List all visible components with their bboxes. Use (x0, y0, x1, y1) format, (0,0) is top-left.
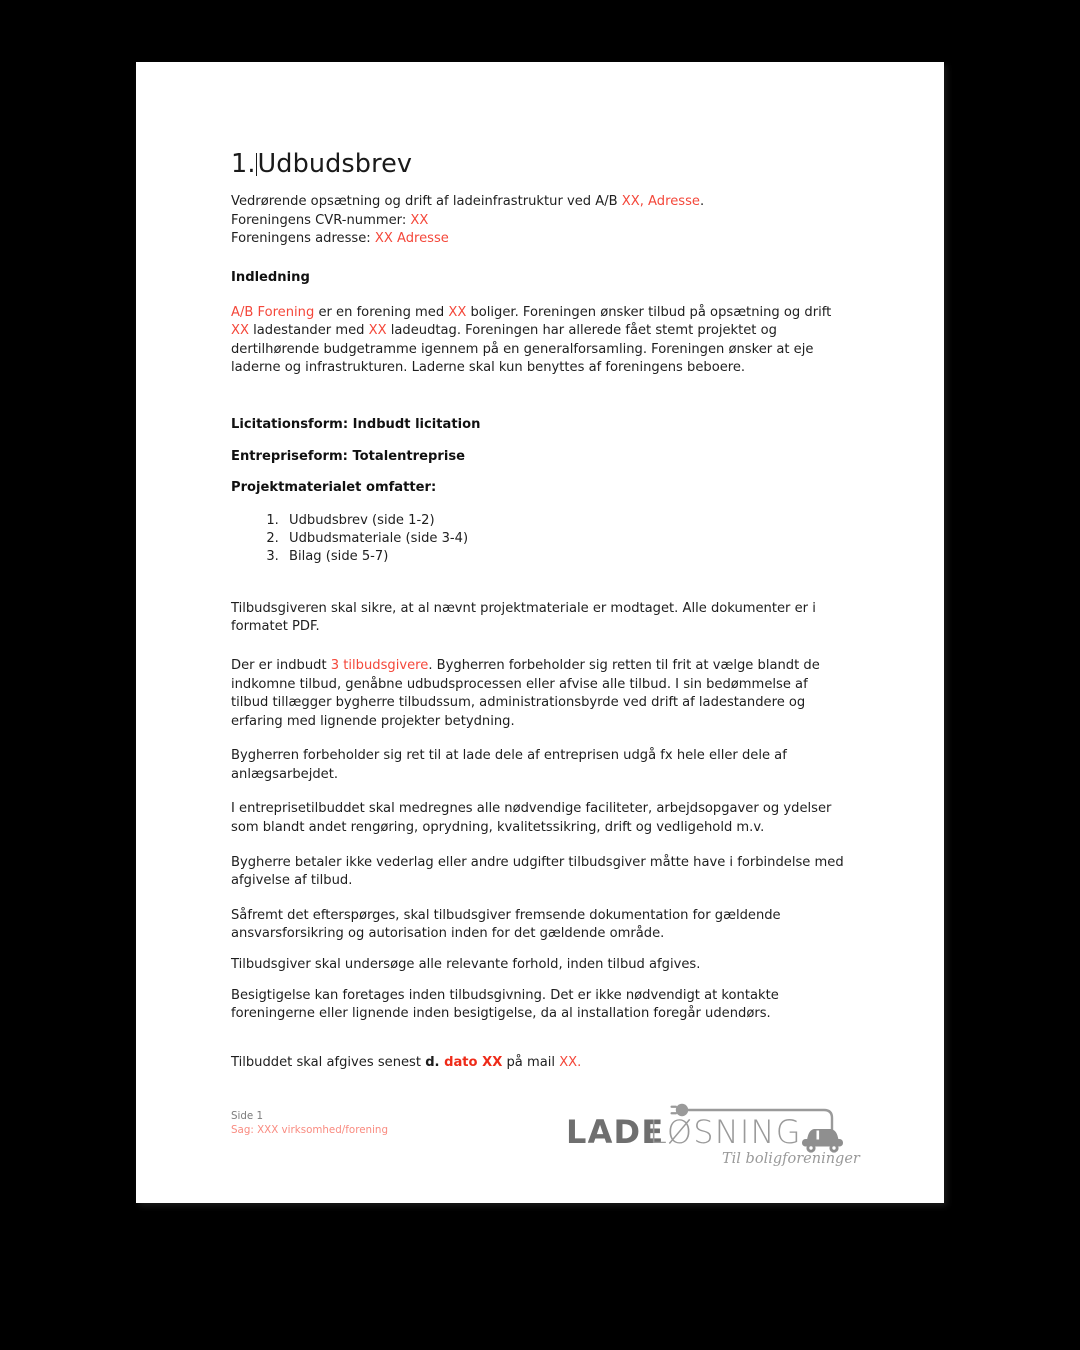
indbudt-text-b: . Bygherren forbeholder sig retten til frit at vælge blandt de indkomne tilbud, genåbne udbudsprocessen eller afvise alle tilbud. I sin bedømmelse af tilbud tillægger bygherre tilbudssum, administrationsbyrde ved drift af ladestandere og erfaring med lignende projekter betydning. (231, 658, 820, 729)
page-title (231, 150, 849, 179)
projektmateriale-list (231, 512, 849, 566)
intro-text-b: boliger. Foreningen ønsker tilbud på opsætning og drift (466, 304, 832, 320)
list-item: 3. Bilag (side 5-7) (283, 548, 849, 566)
footer-text-block (231, 1110, 388, 1137)
list-item: 2. Udbudsmateriale (side 3-4) (283, 530, 849, 548)
header-line-address (231, 230, 849, 249)
heading-entrepriseform: Entrepriseform: Totalentreprise (231, 448, 466, 464)
logo-tagline: Til boligforeninger (722, 1151, 860, 1167)
subject-text: Vedrørende opsætning og drift af ladeinfrastruktur ved A/B (231, 194, 622, 210)
deadline-mail: XX (559, 1054, 578, 1070)
intro-forening: A/B Forening (231, 304, 315, 320)
intro-text-c: ladestander med (248, 323, 369, 339)
ladelosning-logo (566, 1095, 866, 1167)
header-address-block (231, 193, 849, 249)
intro-boliger-count: XX (448, 304, 467, 320)
title-number: 1. (231, 149, 256, 179)
document-page (136, 62, 944, 1203)
logo-graphic (566, 1095, 866, 1167)
car-icon (802, 1129, 843, 1153)
indbudt-count: 3 tilbudsgivere (330, 658, 429, 674)
subject-placeholder: XX, Adresse (621, 194, 700, 210)
header-line-cvr (231, 212, 849, 231)
paragraph-modtaget: Tilbudsgiveren skal sikre, at al nævnt projektmateriale er modtaget. Alle dokumenter er i formatet PDF. (231, 600, 816, 635)
paragraph-vederlag: Bygherre betaler ikke vederlag eller andre udgifter tilbudsgiver måtte have i forbindelse med afgivelse af tilbud. (231, 854, 844, 889)
indbudt-text-a: Der er indbudt (231, 658, 331, 674)
heading-indledning: Indledning (231, 270, 310, 286)
page-footer (231, 1095, 860, 1167)
paragraph-dokumentation: Såfremt det efterspørges, skal tilbudsgiver fremsende dokumentation for gældende ansvarsforsikring og autorisation inden for det gældende område. (231, 907, 781, 942)
title-text: Udbudsbrev (257, 149, 413, 179)
deadline-period: . (577, 1054, 582, 1070)
intro-ladestander-count: XX (231, 323, 249, 339)
deadline-date: dato XX (444, 1054, 503, 1070)
paragraph-udgaa: Bygherren forbeholder sig ret til at lade dele af entreprisen udgå fx hele eller dele af anlægsarbejdet. (231, 748, 787, 782)
footer-page-number: Side 1 (231, 1110, 264, 1122)
heading-licitationsform: Licitationsform: Indbudt licitation (231, 416, 481, 432)
paragraph-indledning (231, 304, 849, 378)
paragraph-deadline (231, 1054, 849, 1073)
intro-text-a: er en forening med (314, 304, 449, 320)
cvr-label: Foreningens CVR-nummer: (231, 212, 411, 228)
deadline-text-b: på mail (502, 1054, 560, 1070)
deadline-text-a: Tilbuddet skal afgives senest (231, 1054, 426, 1070)
subject-period: . (699, 194, 705, 210)
paragraph-undersoege: Tilbudsgiver skal undersøge alle relevante forhold, inden tilbud afgives. (231, 956, 701, 972)
logo-word-bold: LADE (566, 1113, 665, 1151)
address-label: Foreningens adresse: (231, 231, 375, 247)
deadline-d-label: d. (425, 1054, 445, 1070)
intro-ladeudtag-count: XX (368, 323, 387, 339)
cvr-value: XX (410, 212, 429, 228)
address-value: XX Adresse (374, 231, 449, 247)
list-item: 1. Udbudsbrev (side 1-2) (283, 512, 849, 530)
heading-projektmateriale: Projektmaterialet omfatter: (231, 480, 437, 496)
paragraph-besigtigelse: Besigtigelse kan foretages inden tilbudsgivning. Det er ikke nødvendigt at kontakte foreningerne eller lignende inden besigtigelse, da al installation foregår udendørs. (231, 987, 779, 1022)
document-content (231, 150, 849, 1072)
paragraph-indbudt (231, 657, 849, 731)
paragraph-entreprisetilbud: I entreprisetilbuddet skal medregnes alle nødvendige faciliteter, arbejdsopgaver og ydelser som blandt andet rengøring, oprydning, kvalitetssikring, drift og vedligehold m.v. (231, 801, 832, 836)
header-line-subject (231, 193, 849, 212)
intro-text-d: ladeudtag. Foreningen har allerede fået stemt projektet og dertilhørende budgetramme igennem på en generalforsamling. Foreningen ønsker at eje laderne og infrastrukturen. Laderne skal kun benyttes af foreningens beboere. (231, 323, 814, 376)
footer-case-label: Sag: XXX virksomhed/forening (231, 1123, 388, 1136)
logo-word-light: LØSNING (649, 1113, 802, 1151)
